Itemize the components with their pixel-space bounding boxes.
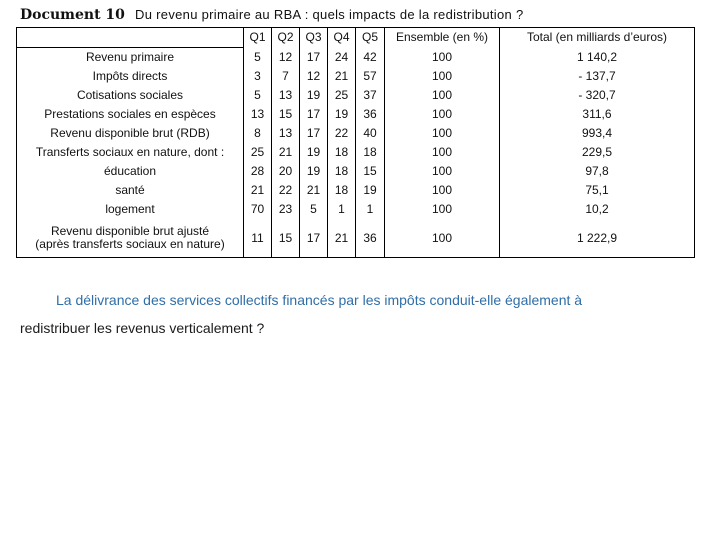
table-row [17, 143, 695, 162]
cell-q1: 70 [244, 200, 272, 219]
cell-ensemble: 100 [385, 162, 500, 181]
row-label: éducation [17, 162, 244, 181]
cell-q1: 21 [244, 181, 272, 200]
table-row [17, 181, 695, 200]
table-row [17, 105, 695, 124]
header-label-cell [17, 28, 244, 48]
cell-q2: 21 [272, 143, 300, 162]
cell-q2: 23 [272, 200, 300, 219]
cell-q1: 25 [244, 143, 272, 162]
cell-q5: 36 [356, 219, 385, 258]
document-number: Document 10 [20, 7, 125, 23]
cell-q4: 25 [328, 86, 356, 105]
row-label: Cotisations sociales [17, 86, 244, 105]
cell-total: 229,5 [500, 143, 695, 162]
cell-q3: 17 [300, 124, 328, 143]
row-label: Transferts sociaux en nature, dont : [17, 143, 244, 162]
cell-q5: 15 [356, 162, 385, 181]
cell-q4: 18 [328, 162, 356, 181]
table-row [17, 67, 695, 86]
header-q4: Q4 [328, 28, 356, 48]
cell-q3: 19 [300, 143, 328, 162]
cell-q1: 11 [244, 219, 272, 258]
cell-q3: 5 [300, 200, 328, 219]
cell-total: 1 140,2 [500, 48, 695, 68]
cell-q4: 18 [328, 143, 356, 162]
header-q2: Q2 [272, 28, 300, 48]
cell-q3: 19 [300, 86, 328, 105]
cell-total: 993,4 [500, 124, 695, 143]
table-row [17, 48, 695, 68]
cell-q3: 17 [300, 219, 328, 258]
cell-q2: 15 [272, 105, 300, 124]
cell-q4: 1 [328, 200, 356, 219]
cell-q4: 19 [328, 105, 356, 124]
cell-q5: 18 [356, 143, 385, 162]
cell-q5: 37 [356, 86, 385, 105]
cell-q2: 12 [272, 48, 300, 68]
cell-q5: 1 [356, 200, 385, 219]
table-row [17, 162, 695, 181]
cell-q1: 5 [244, 48, 272, 68]
question-text [20, 286, 680, 342]
cell-q2: 15 [272, 219, 300, 258]
cell-total: - 320,7 [500, 86, 695, 105]
row-label: Revenu disponible brut (RDB) [17, 124, 244, 143]
document-title [20, 7, 523, 23]
table-row [17, 86, 695, 105]
cell-total: 311,6 [500, 105, 695, 124]
cell-total: 97,8 [500, 162, 695, 181]
cell-total: 10,2 [500, 200, 695, 219]
cell-q1: 3 [244, 67, 272, 86]
cell-ensemble: 100 [385, 86, 500, 105]
cell-q1: 8 [244, 124, 272, 143]
cell-q1: 5 [244, 86, 272, 105]
document-subtitle: Du revenu primaire au RBA : quels impacts de la redistribution ? [135, 7, 524, 22]
cell-q1: 13 [244, 105, 272, 124]
row-label: logement [17, 200, 244, 219]
cell-q3: 17 [300, 48, 328, 68]
cell-ensemble: 100 [385, 48, 500, 68]
cell-q5: 36 [356, 105, 385, 124]
cell-ensemble: 100 [385, 143, 500, 162]
table-row [17, 219, 695, 258]
cell-q3: 19 [300, 162, 328, 181]
cell-q1: 28 [244, 162, 272, 181]
cell-total: 1 222,9 [500, 219, 695, 258]
cell-q5: 57 [356, 67, 385, 86]
cell-q2: 13 [272, 86, 300, 105]
cell-total: - 137,7 [500, 67, 695, 86]
cell-ensemble: 100 [385, 181, 500, 200]
table-row [17, 124, 695, 143]
cell-q3: 12 [300, 67, 328, 86]
cell-q5: 42 [356, 48, 385, 68]
cell-q4: 21 [328, 67, 356, 86]
cell-ensemble: 100 [385, 105, 500, 124]
row-label [17, 219, 244, 258]
header-total: Total (en milliards d’euros) [500, 28, 695, 48]
cell-ensemble: 100 [385, 124, 500, 143]
header-q5: Q5 [356, 28, 385, 48]
cell-q5: 40 [356, 124, 385, 143]
row-label-line1: Revenu disponible brut ajusté [50, 224, 210, 238]
cell-q5: 19 [356, 181, 385, 200]
table-row [17, 200, 695, 219]
cell-q2: 22 [272, 181, 300, 200]
cell-q2: 7 [272, 67, 300, 86]
cell-total: 75,1 [500, 181, 695, 200]
table-header-row [17, 28, 695, 48]
cell-q4: 18 [328, 181, 356, 200]
cell-q4: 24 [328, 48, 356, 68]
row-label: Prestations sociales en espèces [17, 105, 244, 124]
header-q3: Q3 [300, 28, 328, 48]
cell-ensemble: 100 [385, 67, 500, 86]
header-q1: Q1 [244, 28, 272, 48]
redistribution-table [16, 27, 695, 258]
row-label: santé [17, 181, 244, 200]
cell-ensemble: 100 [385, 219, 500, 258]
cell-ensemble: 100 [385, 200, 500, 219]
cell-q2: 13 [272, 124, 300, 143]
cell-q4: 21 [328, 219, 356, 258]
cell-q3: 21 [300, 181, 328, 200]
row-label: Impôts directs [17, 67, 244, 86]
cell-q3: 17 [300, 105, 328, 124]
header-ensemble: Ensemble (en %) [385, 28, 500, 48]
row-label-line2: (après transferts sociaux en nature) [35, 237, 225, 251]
row-label: Revenu primaire [17, 48, 244, 68]
question-line1: La délivrance des services collectifs financés par les impôts conduit-elle également à [56, 292, 583, 308]
cell-q2: 20 [272, 162, 300, 181]
question-line2: redistribuer les revenus verticalement ? [20, 320, 265, 336]
cell-q4: 22 [328, 124, 356, 143]
